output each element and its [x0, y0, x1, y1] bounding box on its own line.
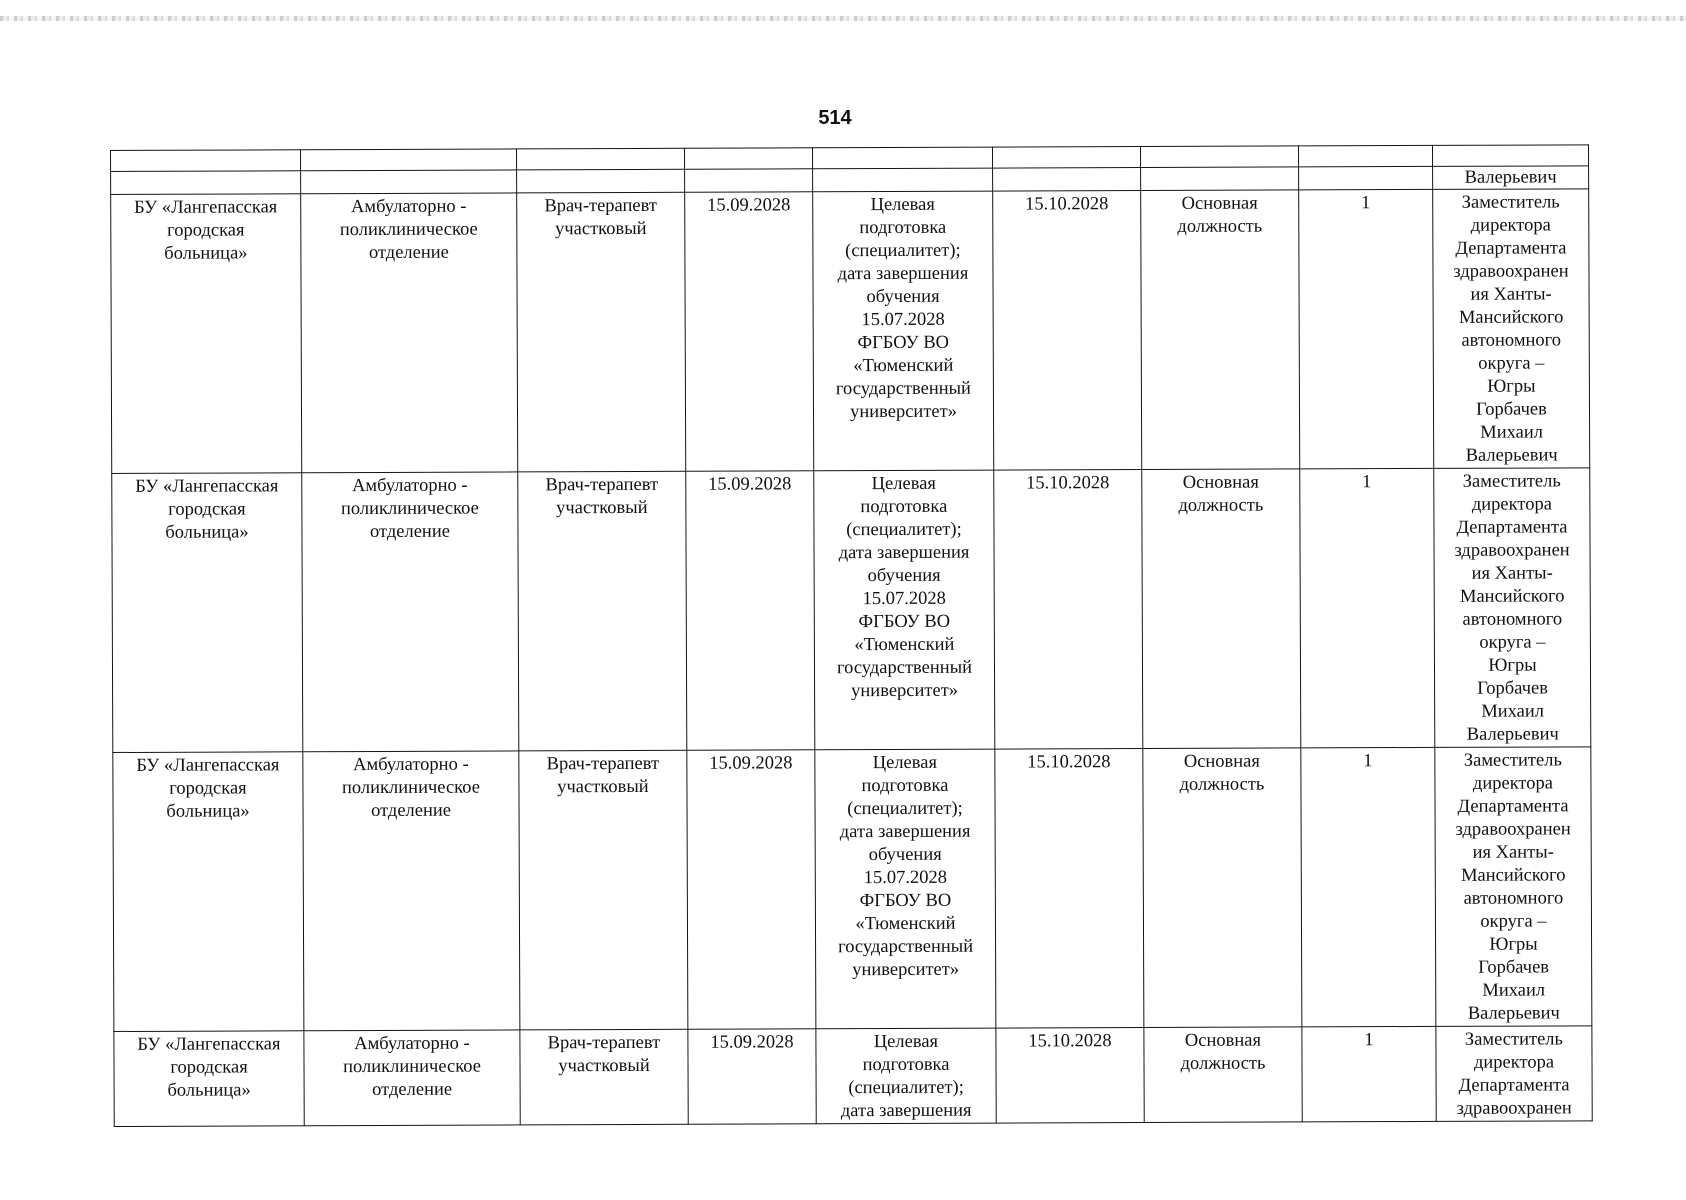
header-cell	[301, 149, 517, 171]
training-cell: Целевая подготовка (специалитет); дата завершения обучения 15.07.2028 ФГБОУ ВО «Тюменский государственный университет»	[835, 194, 971, 423]
training-cell: Целевая подготовка (специалитет); дата завершения обучения 15.07.2028 ФГБОУ ВО «Тюменский государственный университет»	[838, 752, 974, 981]
organization-cell: БУ «Лангепасская городская больница»	[135, 476, 279, 543]
scan-edge-artifact	[0, 16, 1686, 21]
organization-cell: БУ «Лангепасская городская больница»	[137, 1034, 281, 1101]
table-container	[110, 144, 1592, 1127]
organization-cell: БУ «Лангепасская городская больница»	[134, 197, 278, 264]
header-cell	[684, 148, 812, 169]
header-cell	[111, 150, 301, 172]
header-cell	[1140, 146, 1298, 168]
department-cell: Амбулаторно - поликлиническое отделение	[341, 754, 480, 822]
header-cell	[992, 147, 1140, 169]
start-date-cell: 15.09.2028	[708, 474, 792, 495]
position-cell: Врач-терапевт участковый	[544, 195, 658, 240]
continuation-cell: Валерьевич	[1433, 166, 1589, 190]
end-date-cell: 15.10.2028	[1025, 194, 1109, 215]
count-cell: 1	[1361, 193, 1371, 214]
end-date-cell: 15.10.2028	[1027, 752, 1111, 773]
responsible-cell: Заместитель директора Департамента здравоохранен ия Ханты- Мансийского автономного округа – Югры Горбачев Михаил Валерьевич	[1453, 192, 1569, 466]
position-cell: Врач-терапевт участковый	[547, 1032, 661, 1077]
table-row	[113, 747, 1592, 1032]
department-cell: Амбулаторно - поликлиническое отделение	[339, 196, 478, 264]
responsible-cell: Заместитель директора Департамента здравоохранен	[1456, 1029, 1572, 1119]
count-cell: 1	[1362, 472, 1372, 493]
job-type-cell: Основная должность	[1180, 1030, 1266, 1074]
training-cell: Целевая подготовка (специалитет); дата завершения	[840, 1031, 972, 1122]
header-cell	[1432, 145, 1588, 167]
job-type-cell: Основная должность	[1177, 193, 1263, 237]
responsible-cell: Заместитель директора Департамента здравоохранен ия Ханты- Мансийского автономного округа – Югры Горбачев Михаил Валерьевич	[1454, 471, 1570, 745]
department-cell: Амбулаторно - поликлиническое отделение	[340, 475, 479, 543]
start-date-cell: 15.09.2028	[709, 753, 793, 774]
table-row	[114, 1026, 1592, 1127]
training-cell: Целевая подготовка (специалитет); дата завершения обучения 15.07.2028 ФГБОУ ВО «Тюменский государственный университет»	[836, 473, 973, 702]
position-cell: Врач-терапевт участковый	[546, 753, 660, 798]
job-type-cell: Основная должность	[1179, 751, 1265, 795]
count-cell: 1	[1364, 1030, 1374, 1051]
page-number: 514	[818, 107, 852, 129]
table-row	[112, 468, 1591, 753]
end-date-cell: 15.10.2028	[1028, 1031, 1112, 1052]
end-date-cell: 15.10.2028	[1026, 473, 1110, 494]
table-row	[111, 189, 1590, 474]
header-cell	[1298, 145, 1432, 167]
start-date-cell: 15.09.2028	[710, 1032, 794, 1053]
organization-cell: БУ «Лангепасская городская больница»	[136, 755, 280, 822]
count-cell: 1	[1363, 751, 1373, 772]
job-type-cell: Основная должность	[1178, 472, 1264, 516]
staffing-table	[110, 144, 1593, 1127]
responsible-cell: Заместитель директора Департамента здравоохранен ия Ханты- Мансийского автономного округа – Югры Горбачев Михаил Валерьевич	[1455, 750, 1571, 1024]
start-date-cell: 15.09.2028	[707, 195, 791, 216]
header-cell	[516, 148, 684, 170]
position-cell: Врач-терапевт участковый	[545, 474, 659, 519]
header-cell	[812, 147, 992, 169]
department-cell: Амбулаторно - поликлиническое отделение	[343, 1033, 481, 1101]
